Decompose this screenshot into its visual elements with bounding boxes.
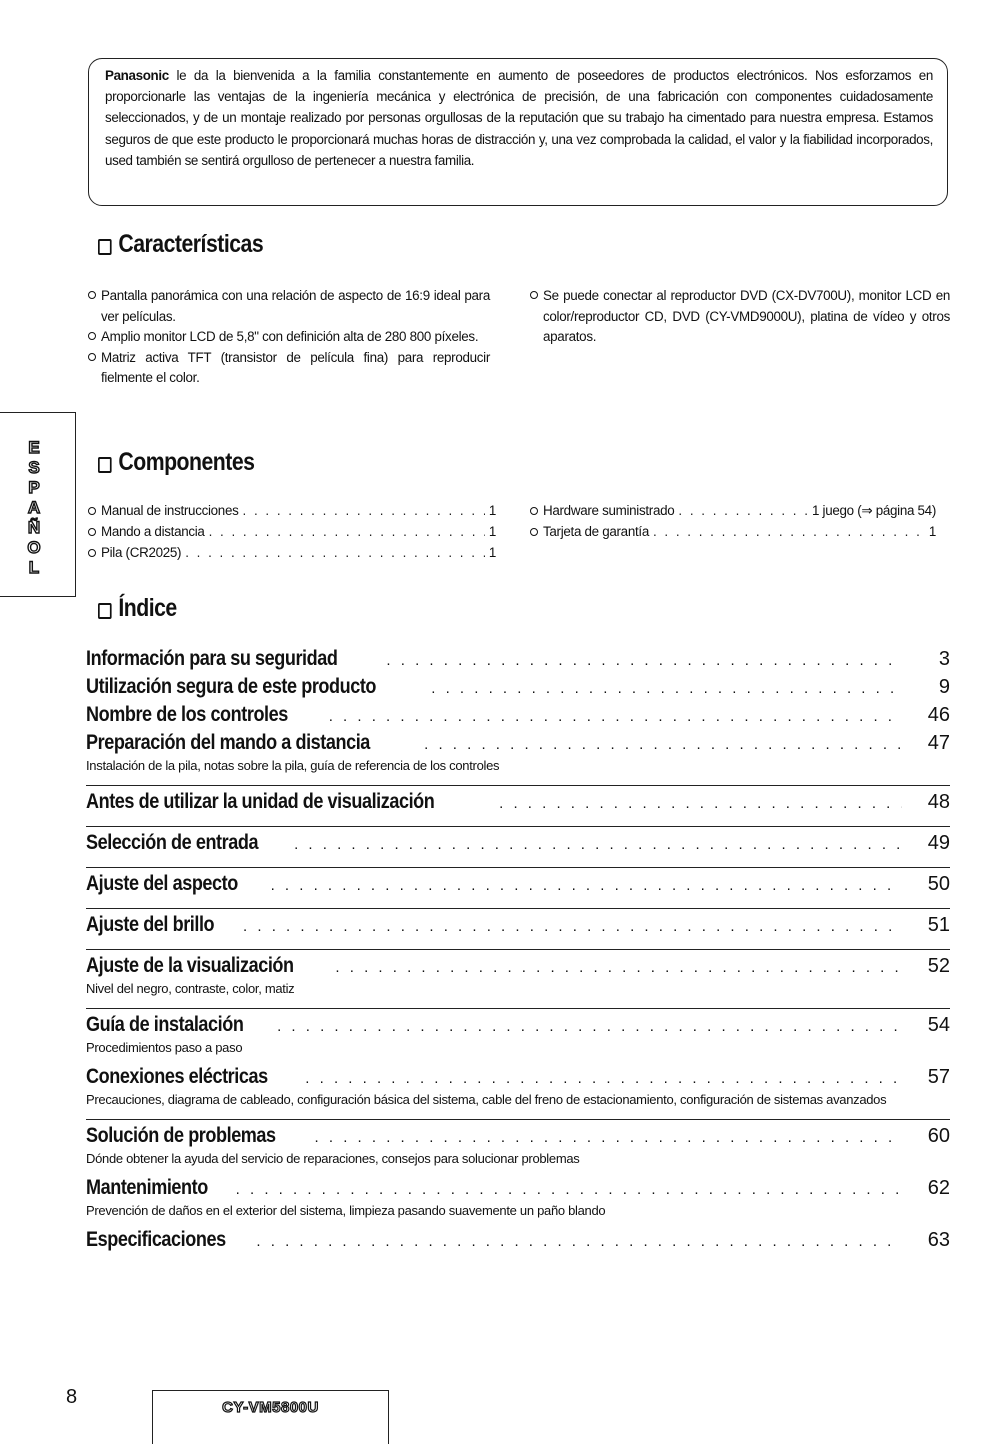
feature-text: Pantalla panorámica con una relación de aspecto de 16:9 ideal para ver películas. <box>101 288 490 324</box>
toc-title: Guía de instalación <box>86 1013 244 1036</box>
bullet-icon <box>88 291 96 299</box>
divider <box>86 949 950 950</box>
divider <box>86 908 950 909</box>
features-heading <box>98 230 263 259</box>
toc-title: Preparación del mando a distancia <box>86 731 370 754</box>
divider <box>86 826 950 827</box>
page-number: 8 <box>66 1386 78 1408</box>
toc-page: 63 <box>927 1229 950 1251</box>
toc-page: 49 <box>927 832 950 854</box>
component-item <box>530 521 936 542</box>
dot-leader <box>236 1181 902 1198</box>
feature-item <box>88 286 490 327</box>
toc-subtitle: Instalación de la pila, notas sobre la pila, guía de referencia de los controles <box>86 758 500 773</box>
divider <box>86 867 950 868</box>
toc-title: Ajuste del aspecto <box>86 872 238 895</box>
dot-leader <box>335 959 902 976</box>
component-name: Mando a distancia <box>101 524 205 539</box>
toc-entry[interactable] <box>86 913 950 941</box>
features-title: Características <box>118 230 264 258</box>
dot-leader <box>277 1018 902 1035</box>
divider <box>86 785 950 786</box>
toc-title: Nombre de los controles <box>86 703 288 726</box>
component-item <box>88 500 496 521</box>
divider <box>86 1008 950 1009</box>
toc-page: 50 <box>927 873 950 895</box>
toc-entry[interactable] <box>86 790 950 818</box>
toc-entry[interactable] <box>86 1228 950 1256</box>
component-qty: 1 <box>928 524 936 539</box>
bullet-icon <box>530 291 538 299</box>
bullet-icon <box>530 507 538 515</box>
component-qty: 1 juego (⇒ página 54) <box>811 503 936 518</box>
toc-title: Mantenimiento <box>86 1176 208 1199</box>
dot-leader <box>431 680 902 697</box>
toc-page: 51 <box>927 914 950 936</box>
dot-leader <box>271 877 902 894</box>
index-title: Índice <box>118 594 177 622</box>
components-heading <box>98 448 254 477</box>
bullet-icon <box>88 332 96 340</box>
toc-title: Ajuste del brillo <box>86 913 215 936</box>
dot-leader <box>305 1070 902 1087</box>
dot-leader <box>243 918 902 935</box>
toc-page: 57 <box>927 1066 950 1088</box>
square-icon <box>98 603 112 619</box>
toc-subtitle: Nivel del negro, contraste, color, matiz <box>86 981 295 996</box>
intro-text: le da la bienvenida a la familia constantemente en aumento de poseedores de productos electrónicos. Nos esforzamos en proporcionarle las ventajas de la ingeniería mecánica y electrónica de precisión, de una fabricación con componentes cuidadosamente seleccionados, y de un montaje realizado por personas orgullosas de la reputación que su trabajo ha cimentado para nuestra empresa. Estamos seguros de que este producto le proporcionará muchas horas de distracción y, una vez comprobada la calidad, el valor y la fiabilidad incorporados, used también se sentirá orgulloso de pertenecer a nuestra familia. <box>105 68 933 168</box>
toc-title: Solución de problemas <box>86 1124 276 1147</box>
toc-title: Especificaciones <box>86 1228 226 1251</box>
model-label: CY-VM5800U <box>152 1390 389 1444</box>
square-icon <box>98 239 112 255</box>
component-qty: 1 <box>488 503 496 518</box>
toc-entry[interactable] <box>86 703 950 731</box>
dot-leader <box>424 736 902 753</box>
bullet-icon <box>88 507 96 515</box>
bullet-icon <box>88 528 96 536</box>
divider <box>86 1119 950 1120</box>
dot-leader <box>499 795 902 812</box>
toc-subtitle: Dónde obtener la ayuda del servicio de reparaciones, consejos para solucionar problemas <box>86 1151 580 1166</box>
table-of-contents <box>86 647 950 1256</box>
toc-page: 48 <box>927 791 950 813</box>
toc-subtitle: Procedimientos paso a paso <box>86 1040 243 1055</box>
toc-title: Ajuste de la visualización <box>86 954 294 977</box>
toc-entry[interactable] <box>86 675 950 703</box>
features-right <box>530 286 950 348</box>
components-right <box>530 500 936 542</box>
toc-page: 62 <box>927 1177 950 1199</box>
toc-title: Selección de entrada <box>86 831 259 854</box>
component-name: Pila (CR2025) <box>101 545 182 560</box>
toc-subtitle: Prevención de daños en el exterior del sistema, limpieza pasando suavemente un paño blando <box>86 1203 606 1218</box>
toc-page: 46 <box>927 704 950 726</box>
toc-subtitle: Precauciones, diagrama de cableado, configuración básica del sistema, cable del freno de estacionamiento, configuración de sistemas avanzados <box>86 1092 887 1107</box>
bullet-icon <box>530 528 538 536</box>
toc-page: 60 <box>927 1125 950 1147</box>
brand-name: Panasonic <box>105 68 169 83</box>
component-item <box>88 521 496 542</box>
dot-leader <box>294 836 902 853</box>
component-item <box>88 542 496 563</box>
component-qty: 1 <box>488 545 496 560</box>
dot-leader <box>315 1129 902 1146</box>
toc-page: 3 <box>938 648 950 670</box>
component-name: Tarjeta de garantía <box>543 524 649 539</box>
square-icon <box>98 457 112 473</box>
component-name: Hardware suministrado <box>543 503 675 518</box>
index-heading <box>98 594 177 623</box>
component-qty: 1 <box>488 524 496 539</box>
toc-entry[interactable] <box>86 872 950 900</box>
bullet-icon <box>88 549 96 557</box>
bullet-icon <box>88 353 96 361</box>
language-tab-label: ESPAÑOL <box>27 438 41 577</box>
features-left <box>88 286 490 389</box>
feature-item <box>530 286 950 348</box>
feature-text: Matriz activa TFT (transistor de película fina) para reproducir fielmente el color. <box>101 349 490 385</box>
toc-title: Utilización segura de este producto <box>86 675 377 698</box>
toc-title: Conexiones eléctricas <box>86 1065 268 1088</box>
components-title: Componentes <box>118 448 255 476</box>
intro-box <box>88 58 948 206</box>
component-name: Manual de instrucciones <box>101 503 239 518</box>
dot-leader <box>386 652 902 669</box>
dot-leader <box>329 708 902 725</box>
toc-page: 54 <box>927 1014 950 1036</box>
components-left <box>88 500 496 563</box>
toc-title: Antes de utilizar la unidad de visualización <box>86 790 435 813</box>
feature-item <box>88 348 490 389</box>
toc-entry[interactable] <box>86 831 950 859</box>
toc-page: 52 <box>927 955 950 977</box>
dot-leader <box>256 1233 902 1250</box>
toc-page: 47 <box>927 732 950 754</box>
feature-text: Se puede conectar al reproductor DVD (CX-DV700U), monitor LCD en color/reproductor CD, DVD (CY-VMD9000U), platina de vídeo y otros aparatos. <box>543 288 950 344</box>
toc-page: 9 <box>938 676 950 698</box>
toc-entry[interactable] <box>86 647 950 675</box>
toc-title: Información para su seguridad <box>86 647 338 670</box>
component-item <box>530 500 936 521</box>
feature-item <box>88 327 490 348</box>
feature-text: Amplio monitor LCD de 5,8" con definición alta de 280 800 píxeles. <box>101 329 479 344</box>
